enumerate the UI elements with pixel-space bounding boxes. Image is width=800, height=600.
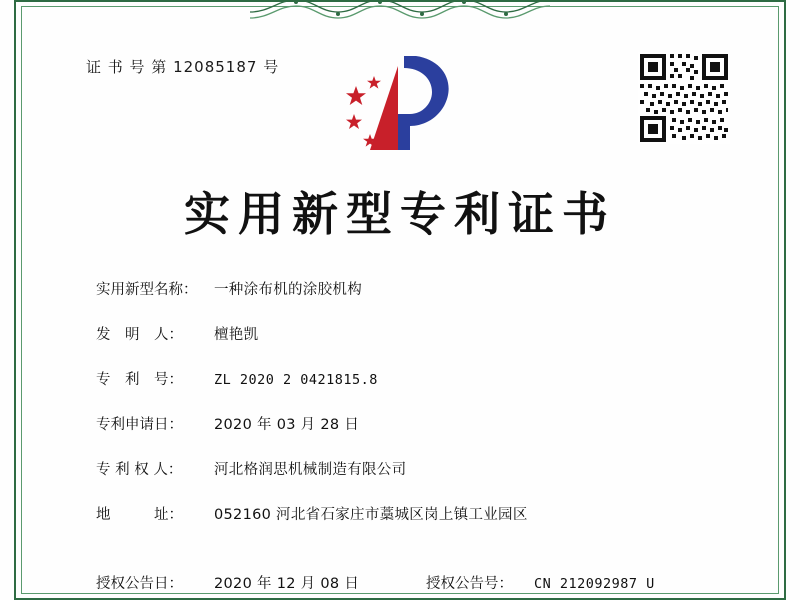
grant-number-label: 授权公告号：: [426, 576, 513, 592]
patent-field-list: [96, 278, 730, 548]
field-label: 专 利 权 人：: [96, 462, 183, 478]
field-label: 专 利 号：: [96, 372, 183, 388]
grant-date-group: [96, 572, 426, 593]
field-row-application-date: [96, 413, 730, 434]
grant-date-value: 2020 年 12 月 08 日: [214, 576, 360, 592]
patent-emblem-icon: [340, 50, 470, 160]
field-row-patentee: [96, 458, 730, 479]
grant-number-group: [426, 572, 655, 593]
field-row-utility-model-name: [96, 278, 730, 299]
field-value: 2020 年 03 月 28 日: [214, 417, 360, 433]
field-row-address: [96, 503, 730, 524]
field-value: 檀艳凯: [214, 327, 259, 343]
top-ornament-decoration: [250, 0, 550, 22]
grant-info-row: [96, 572, 740, 593]
field-label: 地 址：: [96, 507, 183, 523]
field-label: 专利申请日：: [96, 417, 183, 433]
field-label: 发 明 人：: [96, 327, 183, 343]
field-value: 052160 河北省石家庄市藁城区岗上镇工业园区: [214, 507, 528, 523]
page-title: 实用新型专利证书: [184, 187, 616, 241]
grant-number-value: CN 212092987 U: [534, 576, 655, 592]
field-value: 一种涂布机的涂胶机构: [214, 282, 362, 298]
certificate-number: 证 书 号 第 12085187 号: [86, 58, 280, 76]
field-row-inventor: [96, 323, 730, 344]
field-row-patent-number: [96, 368, 730, 389]
field-label: 实用新型名称：: [96, 282, 198, 298]
field-value: ZL 2020 2 0421815.8: [214, 372, 378, 388]
grant-date-label: 授权公告日：: [96, 576, 183, 592]
field-value: 河北格润思机械制造有限公司: [214, 462, 407, 478]
qr-code: [638, 52, 730, 144]
